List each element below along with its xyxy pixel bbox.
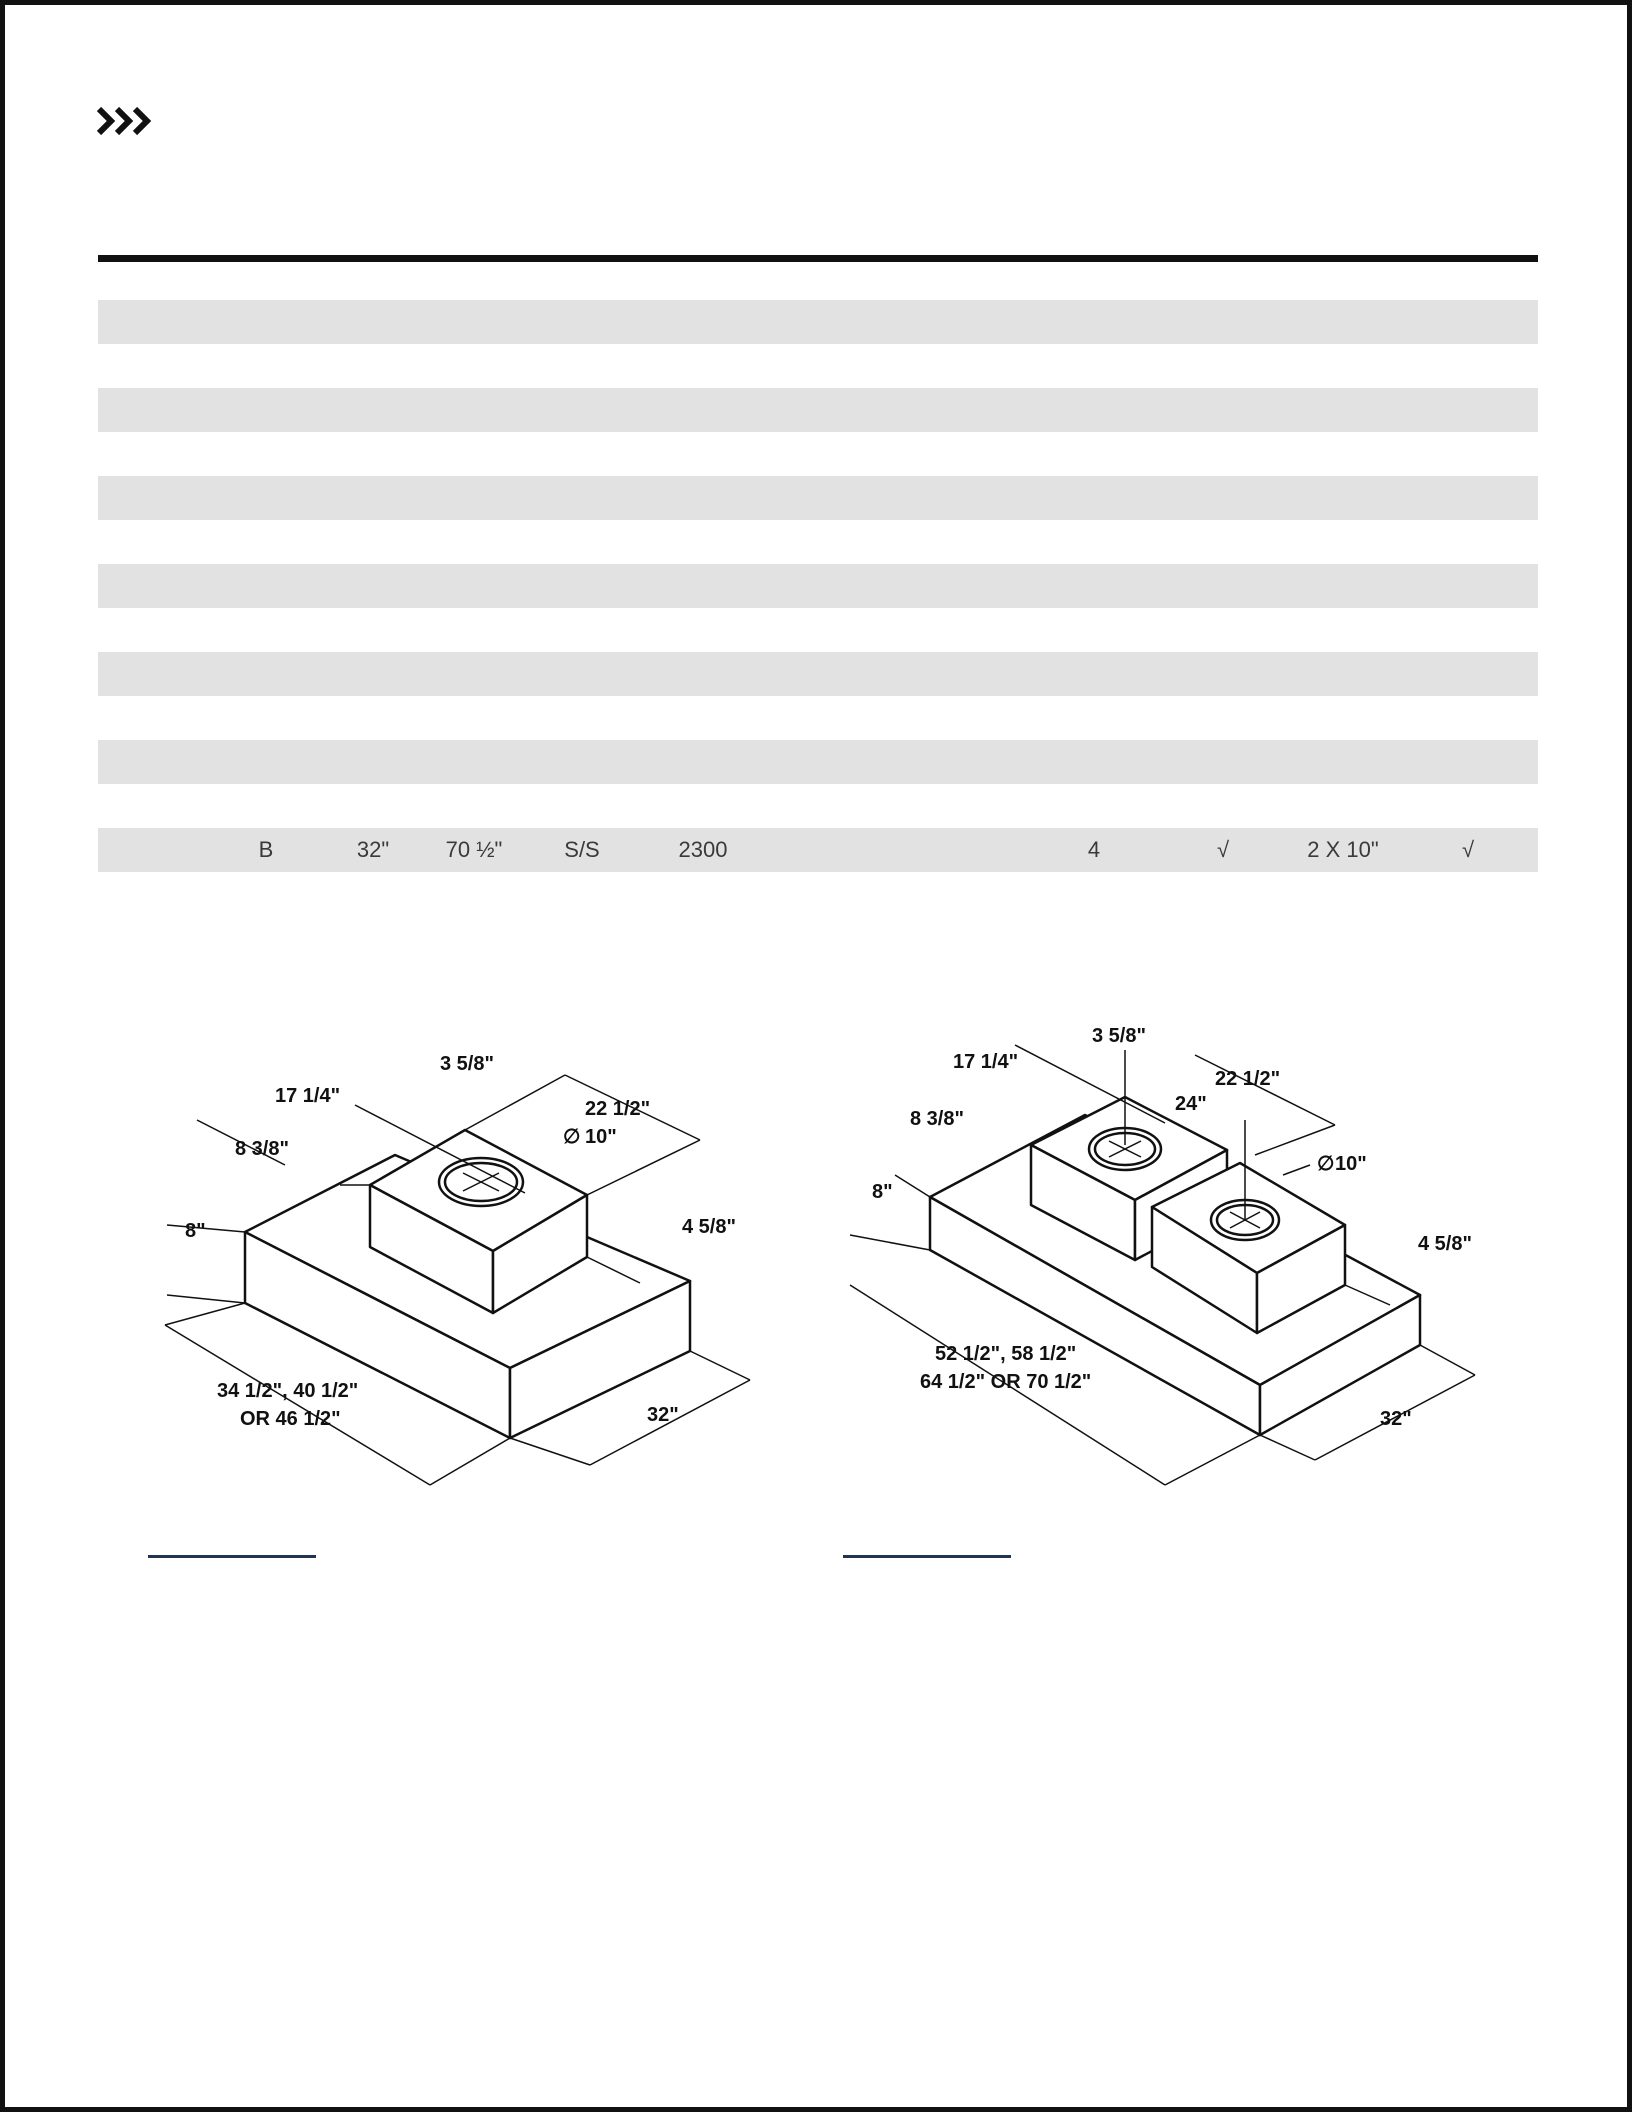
dim-duct-label: ∅ <box>1317 1153 1335 1175</box>
table-row-spec <box>98 828 1538 872</box>
cell-duct: 2 X 10" <box>1307 837 1379 862</box>
cell-model: B <box>258 837 274 862</box>
diagram-single-duct <box>145 1025 785 1510</box>
table-row <box>98 300 1538 344</box>
dim-height-box: 8 3/8" <box>910 1108 964 1130</box>
table-row <box>98 564 1538 608</box>
dim-duct-label: ∅ <box>563 1126 581 1148</box>
dim-between: 24" <box>1175 1093 1207 1115</box>
spec-table <box>98 300 1538 872</box>
cell-finish: S/S <box>564 837 600 862</box>
dim-body-height: 8" <box>872 1181 893 1203</box>
dim-top: 3 5/8" <box>1092 1025 1146 1047</box>
dim-depth: 32" <box>1380 1408 1412 1430</box>
header-rule <box>98 255 1538 262</box>
dim-depth: 32" <box>647 1404 679 1426</box>
dim-side: 17 1/4" <box>275 1085 341 1107</box>
dim-height-box: 8 3/8" <box>235 1138 289 1160</box>
cell-check-1: √ <box>1216 837 1230 862</box>
triple-chevron-right-icon <box>95 103 155 139</box>
dim-top: 3 5/8" <box>440 1053 494 1075</box>
diagram-double-duct <box>835 1015 1515 1510</box>
cell-check-2: √ <box>1461 837 1475 862</box>
hood-drawing-single <box>145 1025 785 1505</box>
cell-cfm: 2300 <box>678 837 728 862</box>
dim-lip: 4 5/8" <box>682 1216 736 1238</box>
hood-drawing-double <box>835 1015 1515 1505</box>
dim-width-line2: OR 46 1/2" <box>240 1408 341 1430</box>
dim-width-line2: 64 1/2" OR 70 1/2" <box>920 1371 1092 1393</box>
table-row <box>98 740 1538 784</box>
dim-lip: 4 5/8" <box>1418 1233 1472 1255</box>
cell-speeds: 4 <box>1087 837 1101 862</box>
dim-width-line1: 34 1/2", 40 1/2" <box>217 1380 359 1402</box>
dim-duct: 10" <box>1335 1153 1367 1175</box>
link-underline-left[interactable] <box>148 1555 316 1558</box>
cell-depth: 32" <box>356 837 390 862</box>
table-row <box>98 652 1538 696</box>
dim-width-line1: 52 1/2", 58 1/2" <box>935 1343 1077 1365</box>
cell-width: 70 ½" <box>445 837 503 862</box>
dim-back: 22 1/2" <box>585 1098 651 1120</box>
dim-back: 22 1/2" <box>1215 1068 1281 1090</box>
link-underline-right[interactable] <box>843 1555 1011 1558</box>
dim-duct: 10" <box>585 1126 617 1148</box>
table-row <box>98 476 1538 520</box>
table-row <box>98 388 1538 432</box>
dim-body-height: 8" <box>185 1220 206 1242</box>
dim-side: 17 1/4" <box>953 1051 1019 1073</box>
